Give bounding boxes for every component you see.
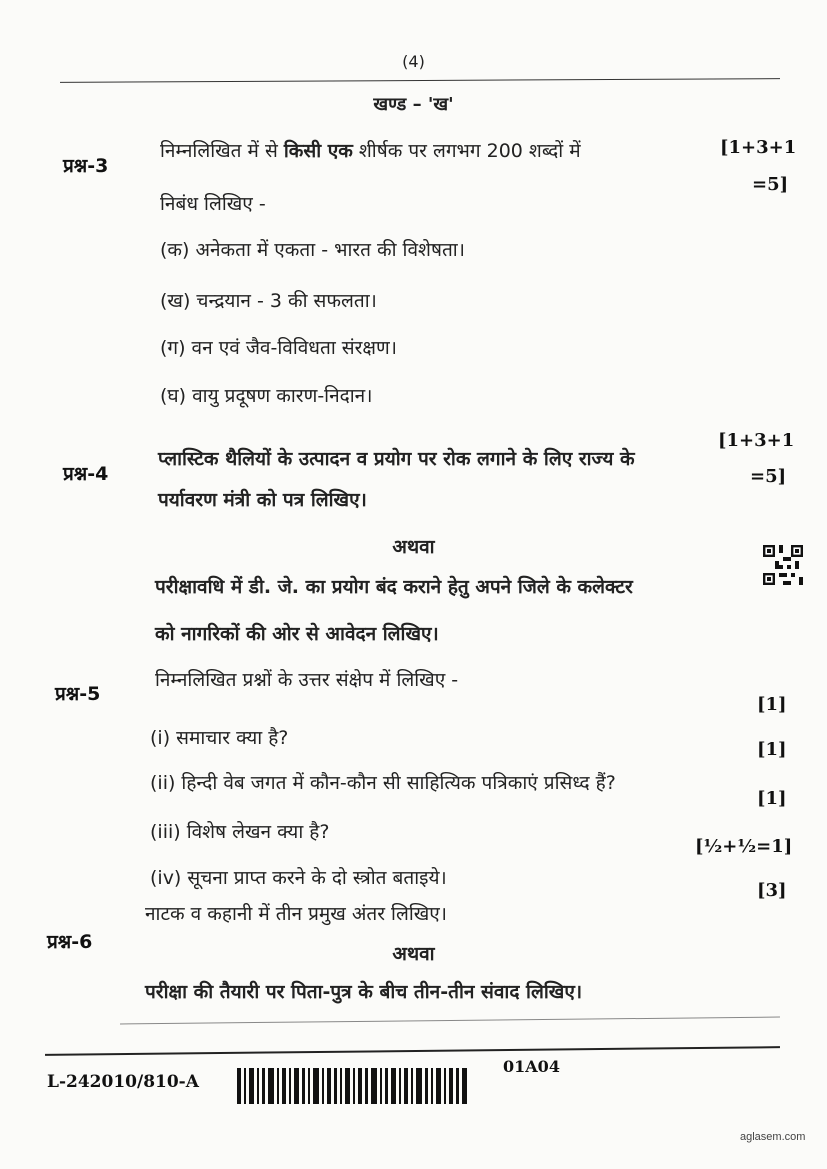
q6-marks: [3]: [757, 880, 787, 901]
watermark: aglasem.com: [740, 1131, 806, 1143]
q3-marks-line1: [1+3+1: [720, 137, 797, 158]
q3-option: (क) अनेकता में एकता - भारत की विशेषता।: [160, 239, 465, 261]
q4-label: प्रश्न-4: [63, 463, 109, 485]
q5-item: (i) समाचार क्या है?: [150, 727, 289, 749]
qr-code: [763, 545, 803, 585]
q6-alt: परीक्षा की तैयारी पर पिता-पुत्र के बीच तीन-तीन संवाद लिखिए।: [145, 981, 583, 1003]
q5-item-marks: [1]: [757, 788, 787, 809]
paper-code: L-242010/810-A: [47, 1072, 199, 1092]
footer-rule: [45, 1046, 780, 1056]
q3-option: (ख) चन्द्रयान - 3 की सफलता।: [160, 290, 377, 312]
page-code: 01A04: [503, 1057, 560, 1076]
q4-marks-line2: =5]: [750, 466, 787, 487]
q6-text: नाटक व कहानी में तीन प्रमुख अंतर लिखिए।: [145, 903, 448, 925]
q4-alt-line1: परीक्षावधि में डी. जे. का प्रयोग बंद कराने हेतु अपने जिले के कलेक्टर: [155, 576, 633, 598]
section-title: खण्ड – 'ख': [373, 94, 454, 115]
q3-option: (ग) वन एवं जैव-विविधता संरक्षण।: [160, 337, 397, 359]
q3-line1: निम्नलिखित में से किसी एक शीर्षक पर लगभग 200 शब्दों में: [160, 140, 581, 162]
q3-option: (घ) वायु प्रदूषण कारण-निदान।: [160, 385, 373, 407]
header-rule: [60, 78, 780, 83]
q6-or: अथवा: [392, 943, 435, 965]
q4-alt-line2: को नागरिकों की ओर से आवेदन लिखिए।: [155, 623, 439, 645]
q5-label: प्रश्न-5: [55, 683, 101, 705]
q5-item: (ii) हिन्दी वेब जगत में कौन-कौन सी साहित्यिक पत्रिकाएं प्रसिध्द हैं?: [150, 772, 616, 794]
barcode: [237, 1068, 469, 1104]
q4-or: अथवा: [392, 536, 435, 558]
page-number: (4): [402, 52, 425, 71]
q5-item: (iii) विशेष लेखन क्या है?: [150, 821, 330, 843]
q5-item-marks: [1]: [757, 739, 787, 760]
q5-intro: निम्नलिखित प्रश्नों के उत्तर संक्षेप में लिखिए -: [155, 669, 459, 691]
q6-label: प्रश्न-6: [47, 931, 93, 953]
q5-item: (iv) सूचना प्राप्त करने के दो स्त्रोत बताइये।: [150, 867, 447, 889]
q5-item-marks: [½+½=1]: [695, 836, 793, 857]
q3-marks-line2: =5]: [752, 174, 789, 195]
q4-marks-line1: [1+3+1: [718, 430, 795, 451]
q4-line1: प्लास्टिक थैलियों के उत्पादन व प्रयोग पर रोक लगाने के लिए राज्य के: [158, 448, 635, 470]
q4-line2: पर्यावरण मंत्री को पत्र लिखिए।: [158, 489, 367, 511]
footer-rule-top: [120, 1017, 780, 1025]
q3-label: प्रश्न-3: [63, 155, 109, 177]
q3-line2: निबंध लिखिए -: [160, 193, 266, 215]
q5-item-marks: [1]: [757, 694, 787, 715]
